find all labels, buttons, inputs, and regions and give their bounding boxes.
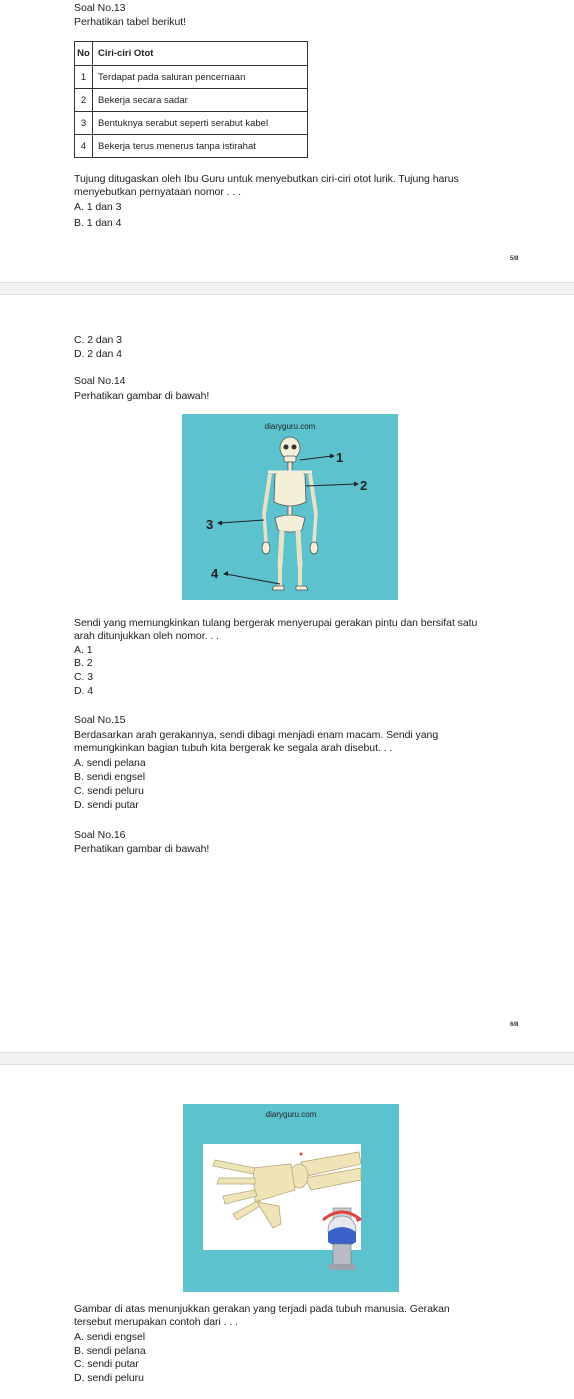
page-number: 5/8: [510, 256, 519, 262]
hand-joint-illustration: [183, 1104, 399, 1292]
option-d[interactable]: D. sendi putar: [74, 799, 139, 811]
hand-joint-image: [183, 1104, 399, 1292]
table-cell-no: 3: [75, 112, 93, 135]
option-c[interactable]: C. 3: [74, 671, 94, 683]
question-13-text-line1: Tujung ditugaskan oleh Ibu Guru untuk menyebutkan ciri-ciri otot lurik. Tujung harus: [74, 173, 459, 185]
table-row: [75, 135, 308, 158]
page-separator: [0, 1052, 574, 1065]
option-c[interactable]: C. sendi putar: [74, 1358, 139, 1370]
page-number: 6/8: [510, 1022, 519, 1028]
skeleton-label-2: 2: [360, 478, 368, 493]
page-separator: [0, 282, 574, 295]
skeleton-image: [182, 414, 398, 600]
table-row: [75, 66, 308, 89]
page-5: [0, 0, 574, 282]
option-b[interactable]: B. 2: [74, 657, 93, 669]
question-14-text-line1: Sendi yang memungkinkan tulang bergerak menyerupai gerakan pintu dan bersifat satu: [74, 617, 478, 629]
question-16-instruction: Perhatikan gambar di bawah!: [74, 843, 210, 855]
option-b[interactable]: B. 1 dan 4: [74, 217, 122, 229]
table-cell-ciri: Bekerja terus menerus tanpa istirahat: [93, 135, 308, 158]
option-c[interactable]: C. sendi peluru: [74, 785, 144, 797]
table-cell-no: 1: [75, 66, 93, 89]
question-15-text-line2: memungkinkan bagian tubuh kita bergerak ke segala arah disebut. . .: [74, 742, 393, 754]
question-13-title: Soal No.13: [74, 2, 126, 14]
table-cell-no: 4: [75, 135, 93, 158]
option-b[interactable]: B. sendi pelana: [74, 1345, 146, 1357]
option-c[interactable]: C. 2 dan 3: [74, 334, 122, 346]
table-cell-ciri: Terdapat pada saluran pencernaan: [93, 66, 308, 89]
option-a[interactable]: A. 1 dan 3: [74, 201, 122, 213]
question-14-instruction: Perhatikan gambar di bawah!: [74, 390, 210, 402]
table-header-no: No: [75, 42, 93, 66]
skeleton-label-4: 4: [211, 566, 219, 581]
skeleton-label-1: 1: [336, 450, 344, 465]
table-cell-ciri: Bentuknya serabut seperti serabut kabel: [93, 112, 308, 135]
table-row: [75, 89, 308, 112]
muscle-characteristics-table: [74, 41, 308, 158]
question-13-text-line2: menyebutkan pernyataan nomor . . .: [74, 186, 241, 198]
question-14-text-line2: arah ditunjukkan oleh nomor. . .: [74, 630, 219, 642]
option-d[interactable]: D. 2 dan 4: [74, 348, 122, 360]
option-a[interactable]: A. sendi engsel: [74, 1331, 146, 1343]
table-row: [75, 112, 308, 135]
image-watermark: diaryguru.com: [265, 1110, 317, 1119]
option-a[interactable]: A. sendi pelana: [74, 757, 146, 769]
image-watermark: diaryguru.com: [264, 422, 316, 431]
page-6: [0, 295, 574, 1052]
question-16-text-line2: tersebut merupakan contoh dari . . .: [74, 1316, 238, 1328]
question-14-title: Soal No.14: [74, 375, 126, 387]
option-d[interactable]: D. sendi peluru: [74, 1372, 144, 1384]
table-header-ciri: Ciri-ciri Otot: [93, 42, 308, 66]
option-a[interactable]: A. 1: [74, 644, 93, 656]
question-16-text-line1: Gambar di atas menunjukkan gerakan yang terjadi pada tubuh manusia. Gerakan: [74, 1303, 450, 1315]
question-15-text-line1: Berdasarkan arah gerakannya, sendi dibagi menjadi enam macam. Sendi yang: [74, 729, 439, 741]
question-16-title: Soal No.16: [74, 829, 126, 841]
table-cell-ciri: Bekerja secara sadar: [93, 89, 308, 112]
option-b[interactable]: B. sendi engsel: [74, 771, 146, 783]
question-15-title: Soal No.15: [74, 714, 126, 726]
question-13-instruction: Perhatikan tabel berikut!: [74, 16, 186, 28]
table-cell-no: 2: [75, 89, 93, 112]
option-d[interactable]: D. 4: [74, 685, 94, 697]
table-header-row: [75, 42, 308, 66]
skeleton-label-3: 3: [206, 517, 214, 532]
